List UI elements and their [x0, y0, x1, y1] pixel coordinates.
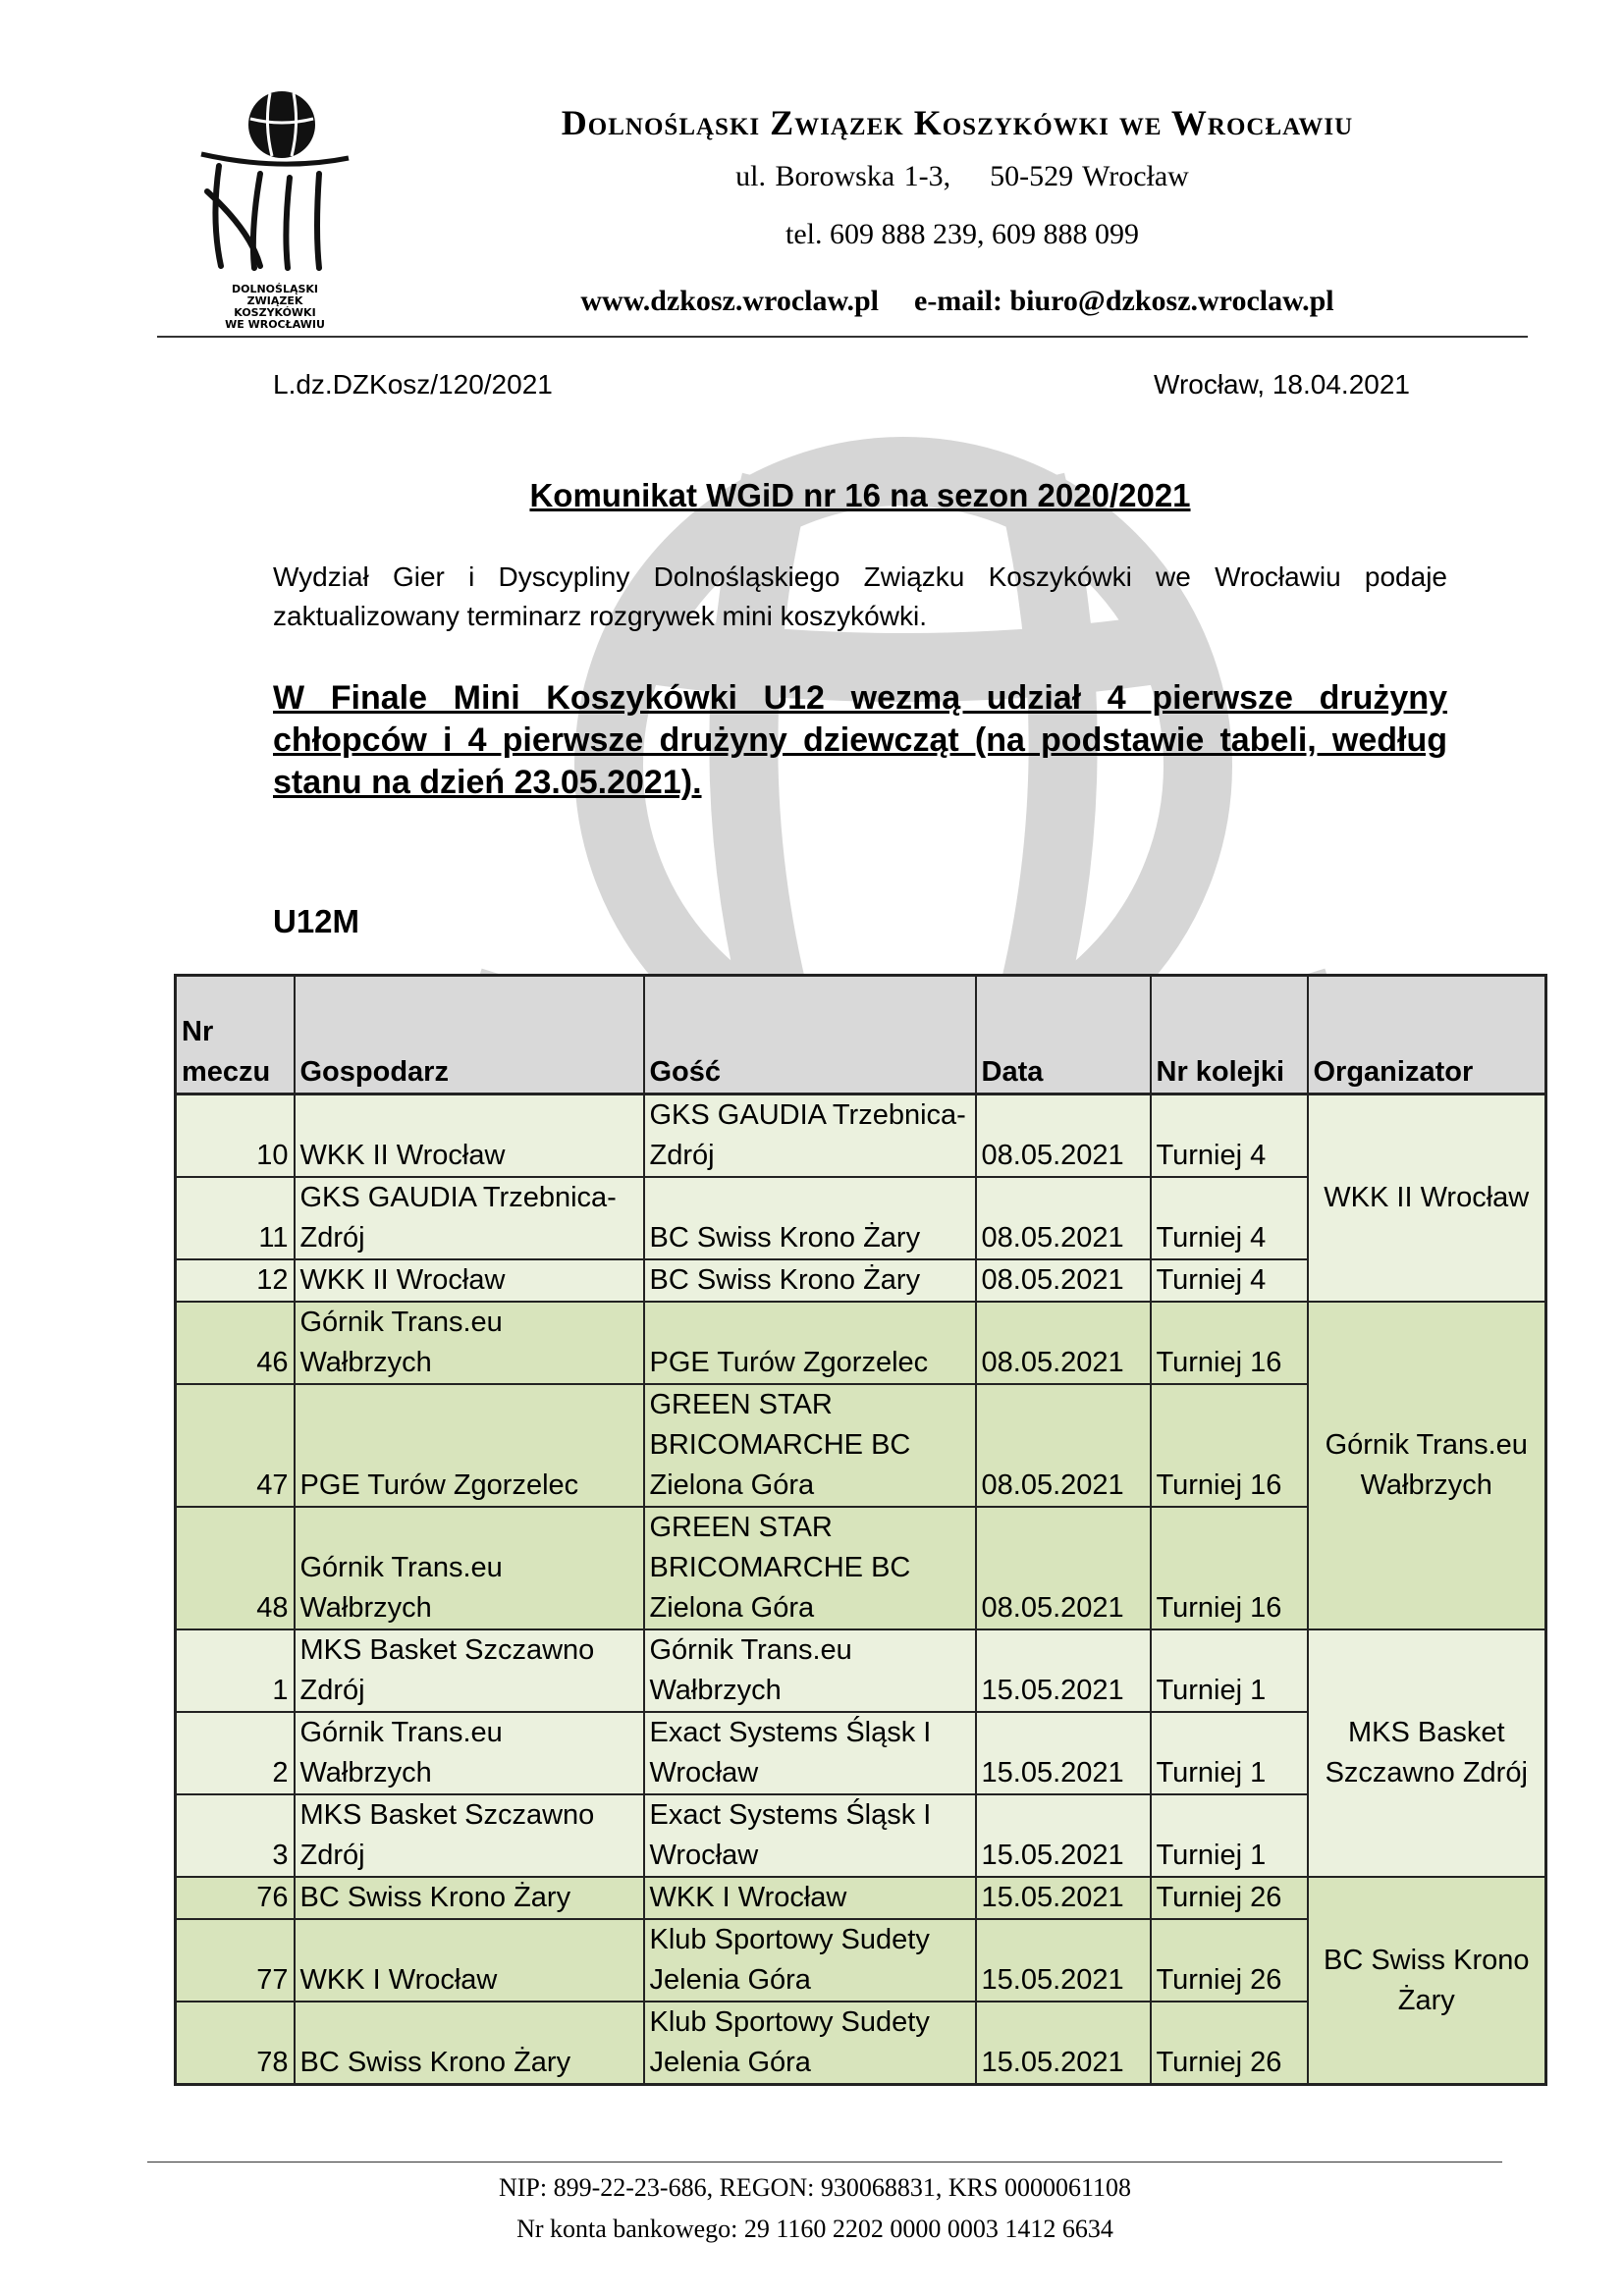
- host-cell: [295, 2002, 644, 2085]
- cell-line: PGE Turów Zgorzelec: [299, 1469, 579, 1501]
- host-cell: [295, 1919, 644, 2002]
- footer-divider: [147, 2162, 1502, 2163]
- cell-line: Górnik Trans.eu: [649, 1634, 852, 1666]
- cell-line: Wałbrzych: [649, 1675, 782, 1706]
- match-number-cell: 48: [176, 1507, 295, 1629]
- date-cell: 15.05.2021: [976, 1919, 1151, 2002]
- round-cell: Turniej 26: [1151, 2002, 1308, 2085]
- cell-line: BC Swiss Krono Żary: [649, 1222, 921, 1254]
- cell-line: Zdrój: [299, 1840, 365, 1871]
- guest-cell: [644, 1794, 976, 1877]
- cell-line: Zielona Góra: [649, 1592, 815, 1624]
- cell-line: WKK I Wrocław: [649, 1882, 847, 1913]
- guest-cell: [644, 1095, 976, 1178]
- cell-line: [300, 2002, 638, 2043]
- date-cell: 08.05.2021: [976, 1095, 1151, 1178]
- phone-numbers: tel. 609 888 239, 609 888 099: [785, 218, 1139, 250]
- guest-cell: [644, 1877, 976, 1919]
- logo-emblem-icon: [191, 83, 358, 275]
- cell-line: Górnik Trans.eu: [299, 1307, 503, 1338]
- street: ul. Borowska 1-3,: [735, 160, 951, 192]
- match-number-cell: 46: [176, 1302, 295, 1384]
- date-cell: 15.05.2021: [976, 2002, 1151, 2085]
- cell-line: WKK II Wrocław: [1324, 1182, 1530, 1213]
- host-cell: [295, 1302, 644, 1384]
- bank-account: Nr konta bankowego: 29 1160 2202 0000 0003 1412 6634: [516, 2215, 1113, 2243]
- round-cell: Turniej 16: [1151, 1302, 1308, 1384]
- website-link[interactable]: www.dzkosz.wroclaw.pl: [580, 285, 879, 317]
- cell-line: [300, 1095, 638, 1136]
- cell-line: Zdrój: [649, 1140, 715, 1171]
- cell-line: BC Swiss Krono Żary: [649, 1264, 921, 1296]
- guest-cell: [644, 1177, 976, 1259]
- match-number-cell: 3: [176, 1794, 295, 1877]
- postal-code: 50-529 Wrocław: [990, 160, 1189, 192]
- contact-line: [481, 285, 1434, 318]
- host-cell: [295, 1877, 644, 1919]
- cell-line: Jelenia Góra: [649, 2047, 811, 2078]
- col-header-guest: Gość: [644, 976, 976, 1095]
- guest-cell: [644, 1629, 976, 1712]
- cell-line: Wałbrzych: [299, 1347, 432, 1378]
- host-cell: [295, 1629, 644, 1712]
- col-header-round: Nr kolejki: [1151, 976, 1308, 1095]
- cell-line: Górnik Trans.eu: [1325, 1429, 1528, 1461]
- final-notice: W Finale Mini Koszykówki U12 wezmą udział 4 pierwsze drużyny chłopców i 4 pierwsze drużyny dziewcząt (na podstawie tabeli, według stanu na dzień 23.05.2021).: [273, 679, 1447, 801]
- cell-line: Szczawno Zdrój: [1325, 1757, 1528, 1789]
- col-header-host: Gospodarz: [295, 976, 644, 1095]
- host-cell: [295, 1712, 644, 1794]
- date-cell: 08.05.2021: [976, 1302, 1151, 1384]
- cell-line: [300, 1425, 638, 1466]
- intro-paragraph: Wydział Gier i Dyscypliny Dolnośląskiego Związku Koszykówki we Wrocławiu podaje zaktualizowany terminarz rozgrywek mini koszykówki.: [273, 561, 1447, 631]
- cell-line: GKS GAUDIA Trzebnica-: [649, 1099, 966, 1131]
- date-cell: 08.05.2021: [976, 1384, 1151, 1507]
- guest-cell: [644, 1384, 976, 1507]
- reference-number: L.dz.DZKosz/120/2021: [273, 369, 553, 400]
- cell-line: Zielona Góra: [649, 1469, 815, 1501]
- organizer-cell: [1308, 1095, 1546, 1303]
- cell-line: Klub Sportowy Sudety: [649, 1924, 930, 1955]
- table-row: [176, 1302, 1546, 1384]
- cell-line: Zdrój: [299, 1675, 365, 1706]
- round-cell: Turniej 4: [1151, 1177, 1308, 1259]
- place-date: Wrocław, 18.04.2021: [1154, 369, 1410, 400]
- cell-line: PGE Turów Zgorzelec: [649, 1347, 929, 1378]
- cell-line: Exact Systems Śląsk I: [649, 1799, 932, 1831]
- guest-cell: [644, 1302, 976, 1384]
- cell-line: BC Swiss Krono: [1323, 1944, 1530, 1976]
- cell-line: GREEN STAR: [649, 1512, 833, 1543]
- date-cell: 15.05.2021: [976, 1629, 1151, 1712]
- round-cell: Turniej 4: [1151, 1259, 1308, 1302]
- cell-line: Wałbrzych: [1360, 1469, 1492, 1501]
- date-cell: 15.05.2021: [976, 1794, 1151, 1877]
- match-number-cell: 12: [176, 1259, 295, 1302]
- document-title: Komunikat WGiD nr 16 na sezon 2020/2021: [529, 477, 1191, 513]
- round-cell: Turniej 1: [1151, 1629, 1308, 1712]
- email-link[interactable]: e-mail: biuro@dzkosz.wroclaw.pl: [914, 285, 1334, 317]
- cell-line: Zdrój: [299, 1222, 365, 1254]
- date-cell: 08.05.2021: [976, 1507, 1151, 1629]
- table-row: [176, 1095, 1546, 1178]
- logo-text-line: KOSZYKÓWKI: [234, 306, 316, 319]
- organization-name: Dolnośląski Związek Koszykówki we Wrocławiu: [561, 103, 1354, 142]
- cell-line: BC Swiss Krono Żary: [299, 1882, 571, 1913]
- guest-cell: [644, 1712, 976, 1794]
- col-header-organizer: Organizator: [1308, 976, 1546, 1095]
- cell-line: Górnik Trans.eu: [299, 1717, 503, 1748]
- cell-line: GREEN STAR: [649, 1389, 833, 1420]
- guest-cell: [644, 1919, 976, 2002]
- cell-line: Exact Systems Śląsk I: [649, 1717, 932, 1748]
- cell-line: Wrocław: [649, 1840, 759, 1871]
- cell-line: MKS Basket Szczawno: [299, 1634, 595, 1666]
- round-cell: Turniej 4: [1151, 1095, 1308, 1178]
- guest-cell: [644, 2002, 976, 2085]
- organizer-cell: [1308, 1877, 1546, 2085]
- host-cell: [295, 1507, 644, 1629]
- match-number-cell: 76: [176, 1877, 295, 1919]
- cell-line: [650, 1178, 970, 1218]
- round-cell: Turniej 16: [1151, 1507, 1308, 1629]
- cell-line: Wałbrzych: [299, 1757, 432, 1789]
- organizer-cell: [1308, 1629, 1546, 1877]
- address: [550, 160, 1375, 193]
- cell-line: WKK II Wrocław: [299, 1264, 506, 1296]
- round-cell: Turniej 1: [1151, 1712, 1308, 1794]
- host-cell: [295, 1177, 644, 1259]
- table-row: [176, 1877, 1546, 1919]
- host-cell: [295, 1794, 644, 1877]
- cell-line: [300, 1508, 638, 1548]
- company-ids: NIP: 899-22-23-686, REGON: 930068831, KRS 0000061108: [499, 2173, 1131, 2202]
- cell-line: [300, 1385, 638, 1425]
- cell-line: BRICOMARCHE BC: [649, 1429, 911, 1461]
- cell-line: [650, 1303, 970, 1343]
- date-cell: 15.05.2021: [976, 1712, 1151, 1794]
- cell-line: WKK I Wrocław: [299, 1964, 498, 1996]
- col-header-match-nr: Nr meczu: [176, 976, 295, 1095]
- host-cell: [295, 1384, 644, 1507]
- match-number-cell: 11: [176, 1177, 295, 1259]
- header-divider: [157, 336, 1528, 338]
- cell-line: MKS Basket: [1347, 1717, 1505, 1748]
- table-row: [176, 1629, 1546, 1712]
- logo-text-line: ZWIĄZEK: [246, 294, 303, 307]
- cell-line: Wałbrzych: [299, 1592, 432, 1624]
- match-number-cell: 1: [176, 1629, 295, 1712]
- section-heading: U12M: [273, 903, 360, 939]
- guest-cell: [644, 1507, 976, 1629]
- logo-text-line: DOLNOŚLĄSKI: [231, 283, 319, 295]
- organizer-cell: [1308, 1302, 1546, 1629]
- dzk-logo: [191, 83, 358, 331]
- cell-line: WKK II Wrocław: [299, 1140, 506, 1171]
- host-cell: [295, 1095, 644, 1178]
- table-header-row: [176, 976, 1546, 1095]
- cell-line: Wrocław: [649, 1757, 759, 1789]
- cell-line: Górnik Trans.eu: [299, 1552, 503, 1583]
- cell-line: [300, 1920, 638, 1960]
- match-number-cell: 47: [176, 1384, 295, 1507]
- round-cell: Turniej 26: [1151, 1877, 1308, 1919]
- guest-cell: [644, 1259, 976, 1302]
- cell-line: GKS GAUDIA Trzebnica-: [299, 1182, 617, 1213]
- match-number-cell: 78: [176, 2002, 295, 2085]
- cell-line: Żary: [1397, 1984, 1455, 2016]
- round-cell: Turniej 26: [1151, 1919, 1308, 2002]
- match-number-cell: 77: [176, 1919, 295, 2002]
- date-cell: 15.05.2021: [976, 1877, 1151, 1919]
- match-number-cell: 2: [176, 1712, 295, 1794]
- col-header-date: Data: [976, 976, 1151, 1095]
- round-cell: Turniej 16: [1151, 1384, 1308, 1507]
- match-number-cell: 10: [176, 1095, 295, 1178]
- date-cell: 08.05.2021: [976, 1177, 1151, 1259]
- date-cell: 08.05.2021: [976, 1259, 1151, 1302]
- cell-line: MKS Basket Szczawno: [299, 1799, 595, 1831]
- host-cell: [295, 1259, 644, 1302]
- cell-line: Jelenia Góra: [649, 1964, 811, 1996]
- cell-line: BC Swiss Krono Żary: [299, 2047, 571, 2078]
- match-schedule-table: [174, 974, 1547, 2086]
- cell-line: BRICOMARCHE BC: [649, 1552, 911, 1583]
- cell-line: Klub Sportowy Sudety: [649, 2006, 930, 2038]
- logo-text-line: WE WROCŁAWIU: [225, 318, 325, 331]
- round-cell: Turniej 1: [1151, 1794, 1308, 1877]
